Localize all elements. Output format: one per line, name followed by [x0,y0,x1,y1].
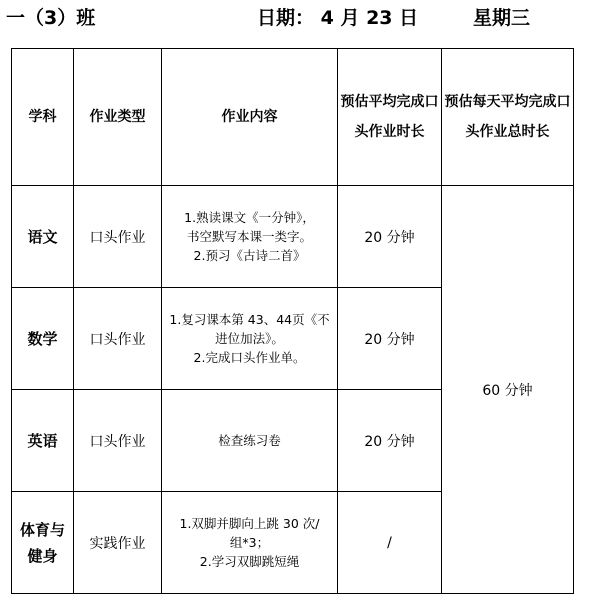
subject-name: 语文 [27,227,58,246]
content-line: 1.复习课本第 43、44页《不 [169,312,330,327]
document-header [0,4,589,32]
type-cell: 口头作业 [74,390,162,492]
table-header-row [12,49,574,186]
col-header-subject: 学科 [12,49,74,186]
content-cell [162,288,338,390]
col-header-total: 预估每天平均完成口头作业总时长 [442,49,574,186]
col-header-estimate: 预估平均完成口头作业时长 [338,49,442,186]
col-header-type: 作业类型 [74,49,162,186]
content-line: 2.完成口头作业单。 [193,350,306,365]
col-header-content: 作业内容 [162,49,338,186]
subject-cell [12,492,74,594]
type-cell: 口头作业 [74,186,162,288]
content-cell [162,492,338,594]
content-cell [162,390,338,492]
date-label: 日期： 4 月 23 日 [257,7,419,29]
content-line: 检查练习卷 [218,433,281,448]
estimate-cell: 20 分钟 [338,186,442,288]
total-time-cell: 60 分钟 [442,186,574,594]
subject-cell [12,186,74,288]
content-line: 组*3； [229,535,270,550]
homework-table [11,48,574,594]
content-line: 进位加法》。 [215,331,284,346]
content-line: 1.熟读课文《一分钟》， [184,210,315,225]
subject-name-line2: 健身 [27,546,58,565]
subject-name: 数学 [27,329,58,348]
estimate-cell: 20 分钟 [338,288,442,390]
estimate-cell: / [338,492,442,594]
type-cell: 实践作业 [74,492,162,594]
estimate-cell: 20 分钟 [338,390,442,492]
content-line: 1.双脚并脚向上跳 30 次/ [179,516,320,531]
table-row [12,186,574,288]
type-cell: 口头作业 [74,288,162,390]
weekday-label: 星期三 [473,7,531,29]
content-line: 2.学习双脚跳短绳 [199,554,300,569]
content-line: 书空默写本课一类字。 [186,229,312,244]
content-cell [162,186,338,288]
subject-name: 体育与 [19,520,65,539]
subject-cell [12,390,74,492]
subject-name: 英语 [27,431,58,450]
content-line: 2.预习《古诗二首》 [193,248,306,263]
class-label: 一（3）班 [6,7,96,29]
subject-cell [12,288,74,390]
